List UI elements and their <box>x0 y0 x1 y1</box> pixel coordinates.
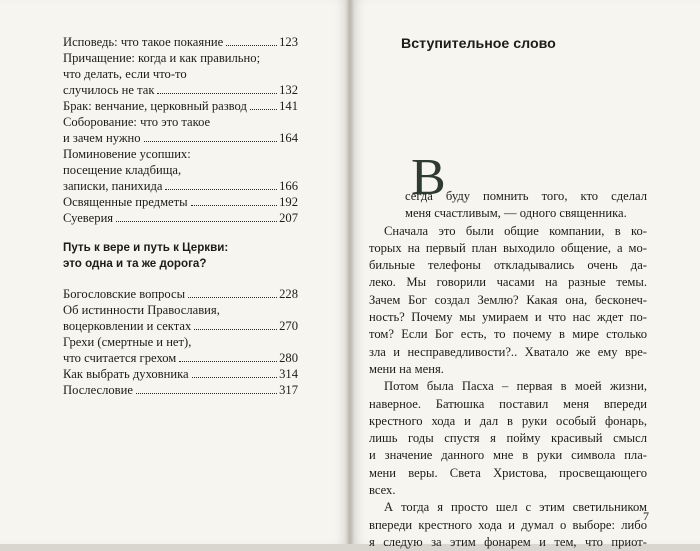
text-line: зла и несправедливости?.. Хватало же ему вре- <box>369 344 647 359</box>
toc-dot-leader <box>144 141 278 142</box>
paragraph <box>369 378 647 499</box>
toc-page-number: 166 <box>279 179 298 193</box>
text-line: том? Если Бог есть, то почему в мире столько <box>369 327 647 342</box>
paragraph <box>369 188 647 223</box>
text-line: ность? Почему мы умираем и что нас ждет по- <box>369 310 647 325</box>
text-line: всех. <box>369 483 396 498</box>
toc-dot-leader <box>194 329 277 330</box>
text-line: сегда буду помнить того, кто сделал <box>405 189 647 203</box>
toc-entry-row <box>63 178 298 194</box>
toc-entry-row <box>63 350 298 366</box>
text-line: наверное. Батюшка поставил меня впереди <box>369 396 647 411</box>
toc-page-number: 207 <box>279 211 298 225</box>
text-line: торых на первый план выходило общение, а мо- <box>369 240 647 255</box>
toc-page-number: 317 <box>279 383 298 397</box>
text-line: мени веры. Света Христова, просвещающего <box>369 465 647 480</box>
toc-dot-leader <box>192 377 277 378</box>
toc-section-title-line: Путь к вере и путь к Церкви: <box>63 241 229 254</box>
toc-entry-row <box>63 318 298 334</box>
toc-page-number: 132 <box>279 83 298 97</box>
text-line: леко. Мы говорили часами на разные темы. <box>369 275 647 290</box>
toc-entry-row <box>63 98 298 114</box>
toc-entry <box>63 34 298 50</box>
toc-dot-leader <box>165 189 277 190</box>
toc-entry-row <box>63 366 298 382</box>
toc-entry-line: Богословские вопросы <box>63 287 186 301</box>
toc-page-number: 228 <box>279 287 298 301</box>
toc-section-title <box>63 240 298 272</box>
toc-entry-row <box>63 130 298 146</box>
toc-dot-leader <box>191 205 277 206</box>
toc-entry-row <box>63 34 298 50</box>
paragraph <box>369 223 647 379</box>
toc-dot-leader <box>188 297 277 298</box>
toc-page-number: 192 <box>279 195 298 209</box>
toc-entry-line: Соборование: что это такое <box>63 115 211 129</box>
toc-dot-leader <box>179 361 277 362</box>
toc-entry-line: воцерковлении и сектах <box>63 319 192 333</box>
toc-entry <box>63 286 298 302</box>
toc-entry-line: Исповедь: что такое покаяние <box>63 35 224 49</box>
text-line: лишь годы спустя я пойму красивый смысл <box>369 431 647 446</box>
text-line: бильные телефоны откладывались очень да- <box>369 258 647 273</box>
toc-entry <box>63 334 298 366</box>
toc-entry-row <box>63 194 298 210</box>
toc-entry <box>63 210 298 226</box>
toc-entry-line: что считается грехом <box>63 351 177 365</box>
toc-entry-line: Как выбрать духовника <box>63 367 189 381</box>
toc-entry-line: Брак: венчание, церковный развод <box>63 99 247 113</box>
toc-entry-line: Освященные предметы <box>63 195 188 209</box>
chapter-text <box>369 188 647 551</box>
table-of-contents <box>63 34 298 398</box>
toc-entry <box>63 366 298 382</box>
toc-dot-leader <box>226 45 277 46</box>
text-line: Потом была Пасха – первая в моей жизни, <box>384 379 647 394</box>
text-line: мени на меня. <box>369 361 444 376</box>
drop-cap: В <box>411 149 446 206</box>
text-line: Сначала это были общие компании, в ко- <box>384 223 647 238</box>
toc-page-number: 270 <box>279 319 298 333</box>
toc-entry-line: посещение кладбища, <box>63 163 182 177</box>
toc-entry-line: случилось не так <box>63 83 155 97</box>
toc-entry <box>63 98 298 114</box>
book-gutter <box>345 0 355 544</box>
toc-entry-row <box>63 286 298 302</box>
text-line: А тогда я просто шел с этим светильником <box>384 500 647 515</box>
text-line: Зачем Бог создал Землю? Какая она, бесконеч- <box>369 292 647 307</box>
toc-dot-leader <box>136 393 277 394</box>
toc-entry-line: что делать, если что-то <box>63 67 187 81</box>
toc-entry <box>63 50 298 98</box>
toc-entry <box>63 382 298 398</box>
toc-page-number: 280 <box>279 351 298 365</box>
toc-entry-line: Об истинности Православия, <box>63 303 220 317</box>
toc-entry-line: Поминовение усопших: <box>63 147 191 161</box>
toc-entry-line: Причащение: когда и как правильно; <box>63 51 261 65</box>
toc-entry-row <box>63 382 298 398</box>
toc-page-number: 164 <box>279 131 298 145</box>
text-line: меня счастливым, — одного священника. <box>405 206 627 221</box>
toc-page-number: 141 <box>279 99 298 113</box>
toc-entry-line: записки, панихида <box>63 179 163 193</box>
chapter-heading: Вступительное слово <box>401 36 556 52</box>
text-line: я следую за этим фонарем и тем, что приот- <box>369 534 647 549</box>
toc-entry-line: и зачем нужно <box>63 131 141 145</box>
text-line: и значение данного мне в руки символа пла- <box>369 448 647 463</box>
toc-entry-row <box>63 82 298 98</box>
text-line: крестного хода и дал в руки особый фонарь, <box>369 413 647 428</box>
toc-entry <box>63 146 298 194</box>
toc-dot-leader <box>157 93 277 94</box>
toc-entry <box>63 194 298 210</box>
toc-entry <box>63 114 298 146</box>
toc-dot-leader <box>250 109 277 110</box>
paragraph <box>369 499 647 551</box>
toc-dot-leader <box>116 221 277 222</box>
toc-page-number: 314 <box>279 367 298 381</box>
toc-entry <box>63 302 298 334</box>
toc-entry-line: Послесловие <box>63 383 133 397</box>
text-line: впереди крестного хода и думал о выборе: либо <box>369 517 647 532</box>
toc-page-number: 123 <box>279 35 298 49</box>
toc-entry-row <box>63 210 298 226</box>
toc-entry-line: Суеверия <box>63 211 114 225</box>
toc-entry-line: Грехи (смертные и нет), <box>63 335 192 349</box>
toc-section-title-line: это одна и та же дорога? <box>63 257 207 270</box>
page-number: 7 <box>643 509 649 523</box>
